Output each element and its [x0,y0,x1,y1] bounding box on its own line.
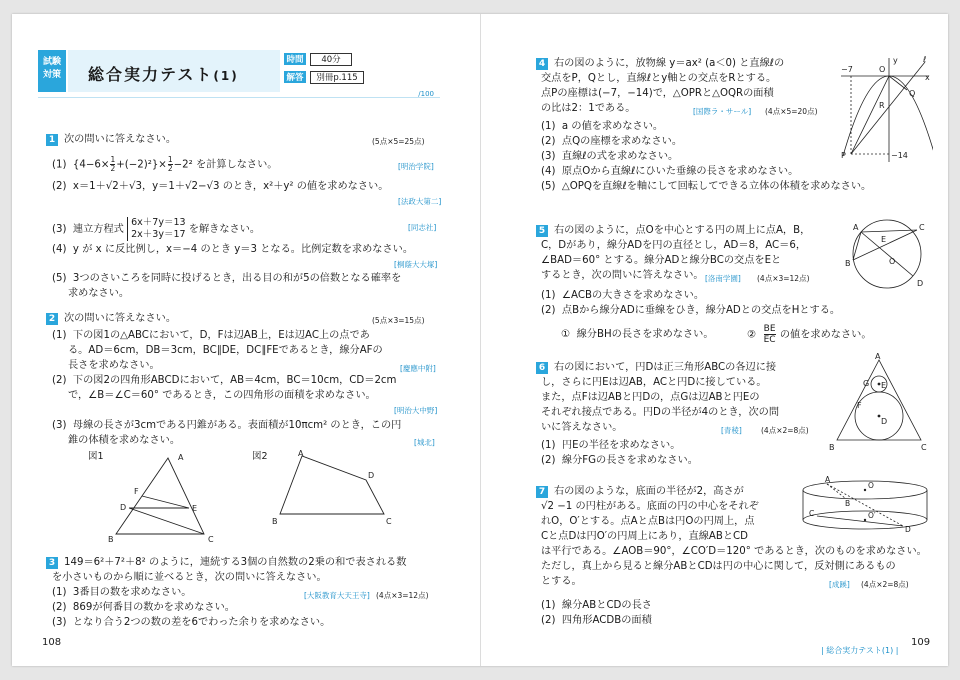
q2-3-line2: 錐の体積を求めなさい。 [68,435,181,446]
q5-1 [541,289,704,303]
triangle-abc [116,458,204,534]
label-o2: O′ [868,511,876,520]
q3-source: [大阪教育大天王寺] [304,591,370,600]
q5-line3: ∠BAD＝60° とする。線分ADと線分BCの交点をEと [541,255,782,266]
q1-4-text: y が x に反比例し，x＝−4 のとき y＝3 となる。比例定数を求めなさい。 [72,244,414,255]
center-e [878,383,881,386]
q7-2-text: 四角形ACDBの面積 [561,615,652,626]
q3-3 [52,616,330,630]
q5-2 [541,304,840,318]
label-b: B [272,517,278,526]
q7-line7: とする。 [541,576,582,587]
q5-2-2-text: の値を求めなさい。 [779,329,872,341]
label-o: O [889,257,896,266]
q4-4-label: (4) [541,166,556,177]
q4-points: (4点×5=20点) [765,107,818,116]
q4-1-label: (1) [541,121,556,132]
q7-1-text: 線分ABとCDの長さ [561,600,652,611]
diameter-ad [861,232,913,276]
label-a: A [875,352,881,361]
q5-line4: するとき，次の問いに答えなさい。 [541,270,704,281]
q5-2-1-label: ① [561,329,571,340]
label-c: C [386,517,392,526]
q2-1-source: [慶應中附] [400,364,436,373]
header-rule [38,92,440,98]
center-o [864,489,866,491]
q5-2-text: 点Bから線分ADに垂線をひき，線分ADとの交点をHとする。 [561,305,841,316]
figure-2-quadrilateral [268,450,408,530]
q1-5-label: (5) [52,273,67,284]
q2-1-line3: 長さを求めなさい。 [68,360,160,371]
label-d: D [905,525,911,534]
q7-line1: 右の図のような，底面の半径が2，高さが [554,486,744,497]
q1-5-line1: 3つのさいころを同時に投げるとき，出る目の和が5の倍数となる確率を [72,273,402,284]
q4-1-text: a の値を求めなさい。 [561,121,664,132]
q5-2-2-label: ② [747,329,757,341]
q3-points: (4点×3=12点) [376,591,429,600]
title-text: 総合実力テスト [88,65,214,84]
footer-section-label: | 総合実力テスト(1) | [821,646,899,655]
time-label: 時間 [284,53,306,65]
label-c: C [208,535,214,544]
q1-2-text: x＝1＋√2＋√3，y＝1＋√2−√3 のとき，x²＋y² の値を求めなさい。 [72,181,389,192]
q7-points: (4点×2=8点) [861,580,909,589]
q4-line1: 右の図のように，放物線 y＝ax² (a＜0) と直線ℓの [554,58,785,69]
figure-2-caption: 図2 [252,451,268,462]
label-a: A [298,450,304,458]
time-box [284,53,352,66]
parabola [843,76,933,156]
q2-3-label: (3) [52,420,67,431]
q5-line2: C，Dがあり，線分ADを円の直径とし，AD＝8，AC＝6， [541,240,807,251]
q5-2-label: (2) [541,305,556,316]
figure-1-caption: 図1 [88,451,104,462]
q3-2-label: (2) [52,602,67,613]
eq-1: 6x＋7y＝13 [131,217,186,228]
label-p: P [841,151,846,160]
q1-1-label: (1) [52,159,67,171]
q4-parabola-figure [833,54,933,164]
be-ec-fraction [764,324,776,345]
eq-2: 2x＋3y＝17 [131,229,186,240]
segment-ac [861,230,917,232]
score-box: /100 [418,90,434,98]
label-m14: −14 [891,151,908,160]
frac-den: EC [763,335,776,345]
label-d: D [368,471,375,480]
q7-1 [541,599,652,613]
q1-1-frac2 [168,156,173,173]
q5-line1: 右の図のように，点Oを中心とする円の周上に点A，B， [554,225,811,236]
label-b: B [845,259,851,268]
label-q: Q [909,89,916,98]
question-4-number: 4 [536,58,548,70]
q6-triangle-figure [827,352,931,456]
frac1-num: 1 [110,155,116,164]
q1-1-mid: +(−2)²}× [116,159,167,171]
q4-2 [541,135,682,149]
q3-2 [52,601,235,615]
q3-line1: 149＝6²＋7²＋8² のように，連続する3個の自然数の2乗の和で表される数 [64,557,407,568]
q3-2-text: 869が何番目の数かを求めなさい。 [72,602,235,613]
label-a: A [178,453,184,462]
q2-2-label: (2) [52,375,67,386]
answer-value: 別冊p.115 [310,71,364,84]
q4-3-text: 直線ℓの式を求めなさい。 [561,151,679,162]
center-o2 [864,519,866,521]
time-value: 40分 [310,53,352,66]
q4-4 [541,165,798,179]
label-r: R [879,101,885,110]
q5-2-2 [747,324,872,345]
q7-line4: Cと点Dは円O′の円周上にあり，直線ABとCD [541,531,749,542]
q1-2-label: (2) [52,181,67,192]
q6-points: (4点×2=8点) [761,426,809,435]
label-c: C [919,223,925,232]
test-header [38,50,440,100]
q2-2-source: [明治大中野] [394,406,438,415]
label-e: E [881,235,887,244]
q6-2-text: 線分FGの長さを求めなさい。 [561,455,698,466]
figure-1-triangle [108,452,228,544]
q2-3-line1: 母線の長さが3cmである円錐がある。表面積が10πcm² のとき，この円 [72,420,402,431]
label-m7: −7 [841,65,853,74]
q2-1-label: (1) [52,330,67,341]
answer-label: 解答 [284,71,306,83]
q6-1-text: 円Eの半径を求めなさい。 [561,440,681,451]
q1-4-label: (4) [52,244,67,255]
question-5-number: 5 [536,225,548,237]
q1-4-source: [桐蔭大大塚] [394,260,438,269]
question-1-number: 1 [46,134,58,146]
frac-num: BE [763,324,776,334]
question-2-number: 2 [46,313,58,325]
q4-3 [541,150,678,164]
label-l: ℓ [923,55,927,64]
q7-line3: れO，O′とする。点Aと点Bは円Oの円周上，点 [541,516,755,527]
q2-3-source: [城北] [414,438,435,447]
q1-3-pre: 連立方程式 [72,224,124,235]
q5-1-text: ∠ACBの大きさを求めなさい。 [561,290,705,301]
q7-line2: √2 −1 の円柱がある。底面の円の中心をそれぞ [541,501,759,512]
q7-source: [成蹊] [829,580,850,589]
q3-1-text: 3番目の数を求めなさい。 [72,587,192,598]
segment-fe [142,496,189,508]
q7-line6: ただし，真上から見ると線分ABとCDは円の中心に関して，反対側にあるもの [541,561,896,572]
segment-cd [817,516,903,526]
q7-line5: は平行である。∠AOB＝90°，∠CO′D＝120° であるとき，次のものを求めなさい。 [541,546,927,557]
segment-oq [889,76,907,90]
label-b: B [108,535,114,544]
q1-5-line2: 求めなさい。 [68,288,130,299]
q2-2 [52,374,396,388]
q3-3-label: (3) [52,617,67,628]
label-o: O [879,65,886,74]
q6-line3: また，点Fは辺ABと円Dの，点Gは辺ABと円Eの [541,392,760,403]
label-d: D [881,417,888,426]
q6-1-label: (1) [541,440,556,451]
q6-1 [541,439,680,453]
test-title [68,50,280,92]
label-x: x [925,73,930,82]
exam-prep-tab: 試験 対策 [38,50,66,92]
q6-line5: いに答えなさい。 [541,422,623,433]
question-1-points: (5点×5=25点) [372,137,425,146]
answer-box [284,71,364,84]
title-number: (1) [213,69,239,83]
q5-1-label: (1) [541,290,556,301]
question-1-stem: 次の問いに答えなさい。 [64,134,177,145]
label-o: O [868,481,874,490]
label-y: y [893,56,898,65]
q5-2-1-text: 線分BHの長さを求めなさい。 [576,329,714,340]
q6-source: [青稜] [721,426,742,435]
q6-line4: それぞれ接点である。円Dの半径が4のとき，次の問 [541,407,780,418]
left-page [12,14,480,666]
q2-1 [52,329,370,343]
triangle-abc [837,360,921,440]
q4-line3: 点Pの座標は(−7，−14)で，△OPRと△OQRの面積 [541,88,774,99]
question-2-stem: 次の問いに答えなさい。 [64,313,177,324]
q4-1 [541,120,663,134]
book-spread [12,14,948,666]
q5-circle-figure [843,214,929,298]
label-f: F [857,401,862,410]
segment-ab [827,484,845,498]
q7-cylinder-figure [797,476,933,536]
label-c: C [809,509,815,518]
q6-line1: 右の図において，円Dは正三角形ABCの各辺に接 [554,362,777,373]
label-d: D [120,503,127,512]
q4-2-label: (2) [541,136,556,147]
page-number-left: 108 [42,637,62,648]
center-d [878,415,881,418]
q4-3-label: (3) [541,151,556,162]
q4-line4: の比は2：1である。 [541,103,636,114]
q4-5 [541,180,871,194]
q5-source: [洛南学園] [705,274,741,283]
q1-1 [52,156,277,173]
q1-1-pre: {4−6× [72,159,110,171]
q4-5-label: (5) [541,181,556,192]
frac1-den: 2 [110,164,116,173]
q2-1-line1: 下の図1の△ABCにおいて，D，Fは辺AB上，Eは辺AC上の点であ [72,330,370,341]
q7-2-label: (2) [541,615,556,626]
q1-3-label: (3) [52,224,67,235]
q3-3-text: となり合う2つの数の差を6でわった余りを求めなさい。 [72,617,331,628]
q1-1-frac1 [110,156,115,173]
q1-3-source: [同志社] [408,223,437,232]
q1-1-post: −2² を計算しなさい。 [173,159,278,171]
quadrilateral-abcd [280,456,384,514]
q2-3 [52,419,401,433]
question-2-points: (5点×3=15点) [372,316,425,325]
label-b: B [829,443,835,452]
q4-source: [国際ラ・サール] [693,107,752,116]
right-page [481,14,948,666]
label-a: A [853,223,859,232]
label-e: E [881,381,887,390]
q1-1-source: [明治学院] [398,162,434,171]
page-number-right: 109 [911,637,931,648]
q5-points: (4点×3=12点) [757,274,810,283]
label-c: C [921,443,927,452]
q2-2-line1: 下の図2の四角形ABCDにおいて，AB＝4cm，BC＝10cm，CD＝2cm [72,375,397,386]
q1-3-post: を解きなさい。 [188,224,261,235]
q4-4-text: 原点Oから直線ℓにひいた垂線の長さを求めなさい。 [561,166,799,177]
q2-1-line2: る。AD＝6cm，DB＝3cm，BC∥DE，DC∥FEであるとき，線分AFの [68,345,383,356]
q4-2-text: 点Qの座標を求めなさい。 [561,136,683,147]
q1-3 [52,217,260,241]
q3-line2: を小さいものから順に並べるとき，次の問いに答えなさい。 [52,572,327,583]
label-e: E [192,504,198,513]
q7-1-label: (1) [541,600,556,611]
q6-2 [541,454,698,468]
q3-1-label: (1) [52,587,67,598]
q5-2-1 [561,328,714,342]
q1-2 [52,180,388,194]
q6-line2: し，さらに円Eは辺AB，ACと円Dに接している。 [541,377,767,388]
question-3-number: 3 [46,557,58,569]
frac2-num: 1 [167,155,173,164]
q3-1 [52,586,191,600]
q7-2 [541,614,652,628]
label-d: D [917,279,924,288]
question-6-number: 6 [536,362,548,374]
q6-2-label: (2) [541,455,556,466]
label-f: F [134,487,139,496]
q2-2-line2: で，∠B＝∠C＝60° であるとき，この四角形の面積を求めなさい。 [68,390,376,401]
q1-4 [52,243,413,257]
question-7-number: 7 [536,486,548,498]
q4-line2: 交点をP，Qとし，直線ℓとy軸との交点をRとする。 [541,73,777,84]
q1-5 [52,272,401,286]
label-a: A [825,476,831,484]
label-b: B [845,499,851,508]
q1-3-system [127,217,185,241]
q1-2-source: [法政大第二] [398,197,442,206]
q4-5-text: △OPQを直線ℓを軸にして回転してできる立体の体積を求めなさい。 [561,181,872,192]
label-g: G [863,379,870,388]
frac2-den: 2 [167,164,173,173]
